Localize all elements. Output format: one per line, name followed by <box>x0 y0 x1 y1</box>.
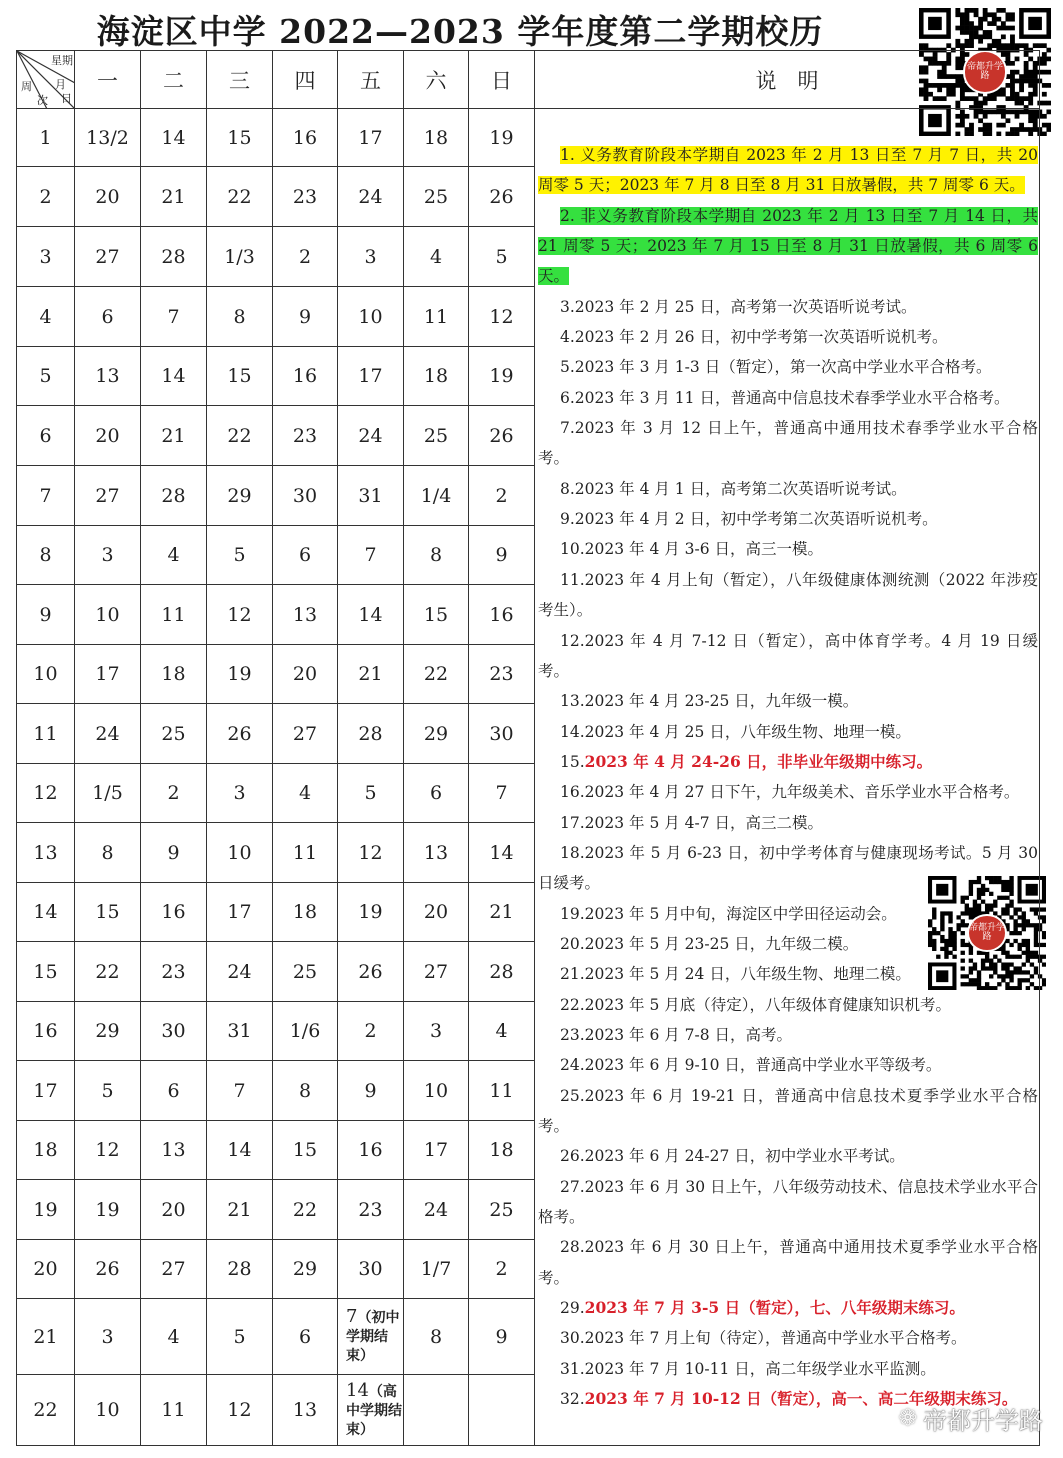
week-number: 22 <box>17 1375 75 1446</box>
corner-week-label: 星期 <box>51 54 73 67</box>
note-text: 1. 义务教育阶段本学期自 2023 年 2 月 13 日至 7 月 7 日，共 20 周零 5 天；2023 年 7 月 8 日至 8 月 31 日放暑假，共 7 周零 6 天。 <box>538 146 1038 195</box>
day-cell: 29 <box>207 466 273 526</box>
note-text: 14.2023 年 4 月 25 日，八年级生物、地理一模。 <box>560 722 911 741</box>
note-item <box>538 292 1038 322</box>
wechat-icon: ❁ <box>898 1406 917 1431</box>
note-text: 10.2023 年 4 月 3-6 日，高三一模。 <box>560 540 824 559</box>
day-cell: 1/7 <box>404 1240 469 1299</box>
day-cell: 3 <box>75 1299 141 1375</box>
week-number: 17 <box>17 1061 75 1121</box>
weekday-header: 六 <box>404 51 469 109</box>
day-cell: 24 <box>338 167 404 227</box>
day-cell: 25 <box>141 704 207 764</box>
day-cell: 31 <box>338 466 404 526</box>
day-cell: 26 <box>469 406 535 466</box>
day-cell: 29 <box>404 704 469 764</box>
note-text: 7.2023 年 3 月 12 日上午，普通高中通用技术春季学业水平合格考。 <box>538 419 1038 468</box>
day-cell: 5 <box>75 1061 141 1121</box>
term-end-date: 14 <box>346 1379 369 1401</box>
day-cell: 16 <box>469 585 535 645</box>
day-cell: 28 <box>338 704 404 764</box>
day-cell: 7 <box>141 287 207 347</box>
day-cell: 16 <box>338 1121 404 1180</box>
corner-month-label: 月 <box>55 78 66 91</box>
day-cell: 21 <box>141 406 207 466</box>
note-text: 4.2023 年 2 月 26 日，初中学考第一次英语听说机考。 <box>560 328 948 347</box>
day-cell <box>469 1375 535 1446</box>
weekday-header: 四 <box>273 51 338 109</box>
day-cell: 8 <box>404 526 469 585</box>
page-title: 海淀区中学 2022—2023 学年度第二学期校历 <box>96 12 824 51</box>
day-cell: 15 <box>273 1121 338 1180</box>
day-cell <box>404 1375 469 1446</box>
note-text: 27.2023 年 6 月 30 日上午，八年级劳动技术、信息技术学业水平合格考。 <box>538 1177 1038 1227</box>
weekday-header: 二 <box>141 51 207 109</box>
day-cell: 9 <box>273 287 338 347</box>
day-cell: 6 <box>75 287 141 347</box>
note-item <box>538 201 1038 292</box>
day-cell: 24 <box>207 942 273 1002</box>
day-cell: 4 <box>404 227 469 287</box>
day-cell: 14 <box>207 1121 273 1180</box>
note-number: 32. <box>560 1390 585 1409</box>
day-cell: 22 <box>207 167 273 227</box>
day-cell: 9 <box>141 823 207 883</box>
day-cell: 13 <box>141 1121 207 1180</box>
day-cell: 27 <box>75 466 141 526</box>
day-cell: 21 <box>469 883 535 942</box>
note-item <box>538 808 1038 838</box>
note-item <box>538 717 1038 747</box>
note-item <box>538 1232 1038 1293</box>
notes-list <box>538 140 1038 1414</box>
note-text: 25.2023 年 6 月 19-21 日，普通高中信息技术夏季学业水平合格考。 <box>538 1086 1038 1135</box>
day-cell: 5 <box>469 227 535 287</box>
corner-day-label: 日 <box>61 92 72 105</box>
day-cell: 17 <box>338 347 404 406</box>
note-text: 16.2023 年 4 月 27 日下午，九年级美术、音乐学业水平合格考。 <box>560 783 1020 802</box>
day-cell: 20 <box>75 406 141 466</box>
note-item <box>538 1081 1038 1142</box>
day-cell: 10 <box>338 287 404 347</box>
day-cell: 13 <box>75 347 141 406</box>
watermark-text: 帝都升学路 <box>923 1407 1043 1435</box>
day-cell: 1/5 <box>75 764 141 823</box>
qr-badge: 帝都升学路 <box>963 50 1008 94</box>
week-number: 5 <box>17 347 75 406</box>
day-cell: 30 <box>141 1002 207 1061</box>
day-cell: 30 <box>338 1240 404 1299</box>
day-cell: 19 <box>338 883 404 942</box>
day-cell: 10 <box>75 585 141 645</box>
note-text: 8.2023 年 4 月 1 日，高考第二次英语听说考试。 <box>560 479 907 498</box>
day-cell: 19 <box>75 1180 141 1240</box>
note-text: 19.2023 年 5 月中旬，海淀区中学田径运动会。 <box>560 904 897 923</box>
day-cell: 9 <box>469 526 535 585</box>
note-item <box>538 1323 1038 1353</box>
day-cell: 2 <box>141 764 207 823</box>
week-number: 11 <box>17 704 75 764</box>
day-cell: 18 <box>273 883 338 942</box>
day-cell: 27 <box>404 942 469 1002</box>
day-cell: 25 <box>273 942 338 1002</box>
day-cell: 3 <box>404 1002 469 1061</box>
day-cell: 9 <box>338 1061 404 1121</box>
day-cell: 26 <box>338 942 404 1002</box>
weekday-header: 三 <box>207 51 273 109</box>
day-cell: 12 <box>207 585 273 645</box>
day-cell: 16 <box>273 347 338 406</box>
note-item <box>538 383 1038 413</box>
day-cell: 17 <box>338 109 404 167</box>
day-cell: 28 <box>141 466 207 526</box>
day-cell: 24 <box>75 704 141 764</box>
note-item <box>538 1293 1038 1323</box>
day-cell: 8 <box>75 823 141 883</box>
day-cell: 6 <box>273 1299 338 1375</box>
day-cell: 26 <box>207 704 273 764</box>
note-text: 24.2023 年 6 月 9-10 日，普通高中学业水平等级考。 <box>560 1056 942 1075</box>
note-text: 13.2023 年 4 月 23-25 日，九年级一模。 <box>560 692 859 711</box>
note-item <box>538 626 1038 687</box>
day-cell: 22 <box>404 645 469 704</box>
note-highlight-red: 2023 年 7 月 10-12 日（暂定），高一、高二年级期末练习。 <box>584 1389 1018 1409</box>
week-number: 21 <box>17 1299 75 1375</box>
day-cell: 3 <box>75 526 141 585</box>
note-text: 2. 非义务教育阶段本学期自 2023 年 2 月 13 日至 7 月 14 日，共 21 周零 5 天；2023 年 7 月 15 日至 8 月 31 日放暑假，共 6 周零 6 天。 <box>538 206 1038 286</box>
day-cell: 17 <box>75 645 141 704</box>
note-item <box>538 352 1038 382</box>
day-cell: 7 <box>469 764 535 823</box>
week-number: 20 <box>17 1240 75 1299</box>
day-cell: 15 <box>207 109 273 167</box>
week-number: 3 <box>17 227 75 287</box>
day-cell: 2 <box>469 1240 535 1299</box>
note-item <box>538 929 1038 959</box>
notes-header: 说 明 <box>535 51 1040 109</box>
note-text: 5.2023 年 3 月 1-3 日（暂定），第一次高中学业水平合格考。 <box>560 358 992 377</box>
day-cell: 11 <box>273 823 338 883</box>
week-number: 6 <box>17 406 75 466</box>
note-item <box>538 322 1038 352</box>
day-cell: 2 <box>338 1002 404 1061</box>
note-item <box>538 140 1038 201</box>
note-text: 17.2023 年 5 月 4-7 日，高三二模。 <box>560 813 824 832</box>
note-text: 26.2023 年 6 月 24-27 日，初中学业水平考试。 <box>560 1147 905 1166</box>
corner-row-label: 周 <box>21 80 32 93</box>
day-cell: 10 <box>207 823 273 883</box>
note-item <box>538 1354 1038 1384</box>
note-number: 29. <box>560 1299 585 1318</box>
week-number: 9 <box>17 585 75 645</box>
day-cell: 13 <box>273 585 338 645</box>
week-number: 19 <box>17 1180 75 1240</box>
note-item <box>538 1141 1038 1171</box>
corner-times-label: 次 <box>37 94 48 107</box>
day-cell: 13 <box>273 1375 338 1446</box>
day-cell: 5 <box>338 764 404 823</box>
day-cell: 12 <box>469 287 535 347</box>
note-item <box>538 1050 1038 1080</box>
day-cell: 13 <box>404 823 469 883</box>
day-cell: 23 <box>273 406 338 466</box>
day-cell: 12 <box>75 1121 141 1180</box>
day-cell: 30 <box>469 704 535 764</box>
day-cell: 23 <box>338 1180 404 1240</box>
day-cell: 31 <box>207 1002 273 1061</box>
note-text: 12.2023 年 4 月 7-12 日（暂定），高中体育学考。4 月 19 日缓考。 <box>538 631 1038 680</box>
day-cell: 8 <box>273 1061 338 1121</box>
week-number: 2 <box>17 167 75 227</box>
day-cell: 6 <box>404 764 469 823</box>
week-number: 1 <box>17 109 75 167</box>
note-item <box>538 686 1038 716</box>
week-number: 12 <box>17 764 75 823</box>
day-cell: 12 <box>338 823 404 883</box>
day-cell: 29 <box>273 1240 338 1299</box>
note-item <box>538 534 1038 564</box>
note-item <box>538 899 1038 929</box>
week-number: 16 <box>17 1002 75 1061</box>
day-cell: 20 <box>404 883 469 942</box>
day-cell: 23 <box>141 942 207 1002</box>
day-cell: 16 <box>141 883 207 942</box>
day-cell: 1/3 <box>207 227 273 287</box>
day-cell: 20 <box>273 645 338 704</box>
term-end-cell <box>338 1299 404 1375</box>
day-cell: 26 <box>469 167 535 227</box>
day-cell: 25 <box>469 1180 535 1240</box>
term-end-cell <box>338 1375 404 1446</box>
week-number: 13 <box>17 823 75 883</box>
day-cell: 24 <box>404 1180 469 1240</box>
week-number: 18 <box>17 1121 75 1180</box>
day-cell: 8 <box>207 287 273 347</box>
day-cell: 6 <box>273 526 338 585</box>
day-cell: 15 <box>75 883 141 942</box>
day-cell: 21 <box>141 167 207 227</box>
week-number: 15 <box>17 942 75 1002</box>
day-cell: 21 <box>338 645 404 704</box>
day-cell: 10 <box>404 1061 469 1121</box>
day-cell: 20 <box>75 167 141 227</box>
day-cell: 14 <box>141 347 207 406</box>
day-cell: 19 <box>469 109 535 167</box>
day-cell: 16 <box>273 109 338 167</box>
note-highlight-red: 2023 年 4 月 24-26 日，非毕业年级期中练习。 <box>584 751 933 771</box>
day-cell: 23 <box>469 645 535 704</box>
day-cell: 12 <box>207 1375 273 1446</box>
day-cell: 5 <box>207 1299 273 1375</box>
day-cell: 10 <box>75 1375 141 1446</box>
note-text: 18.2023 年 5 月 6-23 日，初中学考体育与健康现场考试。5 月 30 日缓考。 <box>538 843 1038 893</box>
day-cell: 14 <box>338 585 404 645</box>
corner-header <box>17 51 75 109</box>
day-cell: 20 <box>141 1180 207 1240</box>
day-cell: 24 <box>338 406 404 466</box>
day-cell: 1/4 <box>404 466 469 526</box>
day-cell: 5 <box>207 526 273 585</box>
note-text: 30.2023 年 7 月上旬（待定），普通高中学业水平合格考。 <box>560 1329 967 1348</box>
note-item <box>538 504 1038 534</box>
day-cell: 4 <box>273 764 338 823</box>
day-cell: 30 <box>273 466 338 526</box>
note-text: 11.2023 年 4 月上旬（暂定），八年级健康体测统测（2022 年涉疫考生）。 <box>538 570 1038 620</box>
week-number: 14 <box>17 883 75 942</box>
day-cell: 23 <box>273 167 338 227</box>
day-cell: 14 <box>141 109 207 167</box>
note-text: 20.2023 年 5 月 23-25 日，九年级二模。 <box>560 934 859 953</box>
day-cell: 18 <box>469 1121 535 1180</box>
note-text: 21.2023 年 5 月 24 日，八年级生物、地理二模。 <box>560 965 911 984</box>
note-item <box>538 474 1038 504</box>
note-item <box>538 990 1038 1020</box>
day-cell: 27 <box>141 1240 207 1299</box>
day-cell: 2 <box>273 227 338 287</box>
note-highlight-red: 2023 年 7 月 3-5 日（暂定），七、八年级期末练习。 <box>584 1298 965 1318</box>
weekday-header: 五 <box>338 51 404 109</box>
day-cell: 15 <box>404 585 469 645</box>
day-cell: 4 <box>469 1002 535 1061</box>
term-end-note: （高中学期结束） <box>346 1383 402 1438</box>
day-cell: 25 <box>404 406 469 466</box>
day-cell: 28 <box>207 1240 273 1299</box>
day-cell: 9 <box>469 1299 535 1375</box>
day-cell: 26 <box>75 1240 141 1299</box>
weekday-header: 日 <box>469 51 535 109</box>
day-cell: 8 <box>404 1299 469 1375</box>
day-cell: 7 <box>207 1061 273 1121</box>
day-cell: 2 <box>469 466 535 526</box>
week-number: 8 <box>17 526 75 585</box>
note-item <box>538 838 1038 899</box>
note-item <box>538 747 1038 777</box>
day-cell: 7 <box>338 526 404 585</box>
note-text: 28.2023 年 6 月 30 日上午，普通高中通用技术夏季学业水平合格考。 <box>538 1238 1038 1287</box>
day-cell: 19 <box>207 645 273 704</box>
day-cell: 18 <box>141 645 207 704</box>
note-text: 3.2023 年 2 月 25 日，高考第一次英语听说考试。 <box>560 297 917 316</box>
day-cell: 22 <box>273 1180 338 1240</box>
day-cell: 22 <box>207 406 273 466</box>
note-text: 22.2023 年 5 月底（待定），八年级体育健康知识机考。 <box>560 995 951 1014</box>
day-cell: 4 <box>141 1299 207 1375</box>
note-item <box>538 1020 1038 1050</box>
day-cell: 18 <box>404 109 469 167</box>
day-cell: 13/2 <box>75 109 141 167</box>
day-cell: 27 <box>75 227 141 287</box>
note-item <box>538 1172 1038 1233</box>
day-cell: 25 <box>404 167 469 227</box>
qr-badge: 帝都升学路 <box>967 914 1007 953</box>
day-cell: 17 <box>404 1121 469 1180</box>
day-cell: 1/6 <box>273 1002 338 1061</box>
note-text: 23.2023 年 6 月 7-8 日，高考。 <box>560 1025 793 1044</box>
day-cell: 11 <box>404 287 469 347</box>
day-cell: 17 <box>207 883 273 942</box>
week-number: 4 <box>17 287 75 347</box>
day-cell: 27 <box>273 704 338 764</box>
note-item <box>538 413 1038 474</box>
week-number: 10 <box>17 645 75 704</box>
day-cell: 11 <box>469 1061 535 1121</box>
day-cell: 3 <box>207 764 273 823</box>
note-text: 6.2023 年 3 月 11 日，普通高中信息技术春季学业水平合格考。 <box>560 388 1010 407</box>
note-item <box>538 777 1038 807</box>
day-cell: 3 <box>338 227 404 287</box>
term-end-date: 7 <box>346 1306 358 1327</box>
day-cell: 28 <box>141 227 207 287</box>
weekday-header: 一 <box>75 51 141 109</box>
day-cell: 6 <box>141 1061 207 1121</box>
note-item <box>538 959 1038 989</box>
day-cell: 11 <box>141 585 207 645</box>
note-text: 9.2023 年 4 月 2 日，初中学考第二次英语听说机考。 <box>560 510 938 529</box>
day-cell: 18 <box>404 347 469 406</box>
day-cell: 4 <box>141 526 207 585</box>
watermark <box>899 1401 1043 1436</box>
day-cell: 14 <box>469 823 535 883</box>
note-text: 31.2023 年 7 月 10-11 日，高二年级学业水平监测。 <box>560 1359 936 1378</box>
day-cell: 15 <box>207 347 273 406</box>
week-number: 7 <box>17 466 75 526</box>
day-cell: 11 <box>141 1375 207 1446</box>
term-end-note: （初中学期结束） <box>346 1310 400 1364</box>
day-cell: 21 <box>207 1180 273 1240</box>
note-item <box>538 565 1038 626</box>
day-cell: 29 <box>75 1002 141 1061</box>
day-cell: 22 <box>75 942 141 1002</box>
day-cell: 28 <box>469 942 535 1002</box>
day-cell: 19 <box>469 347 535 406</box>
note-number: 15. <box>560 752 585 771</box>
